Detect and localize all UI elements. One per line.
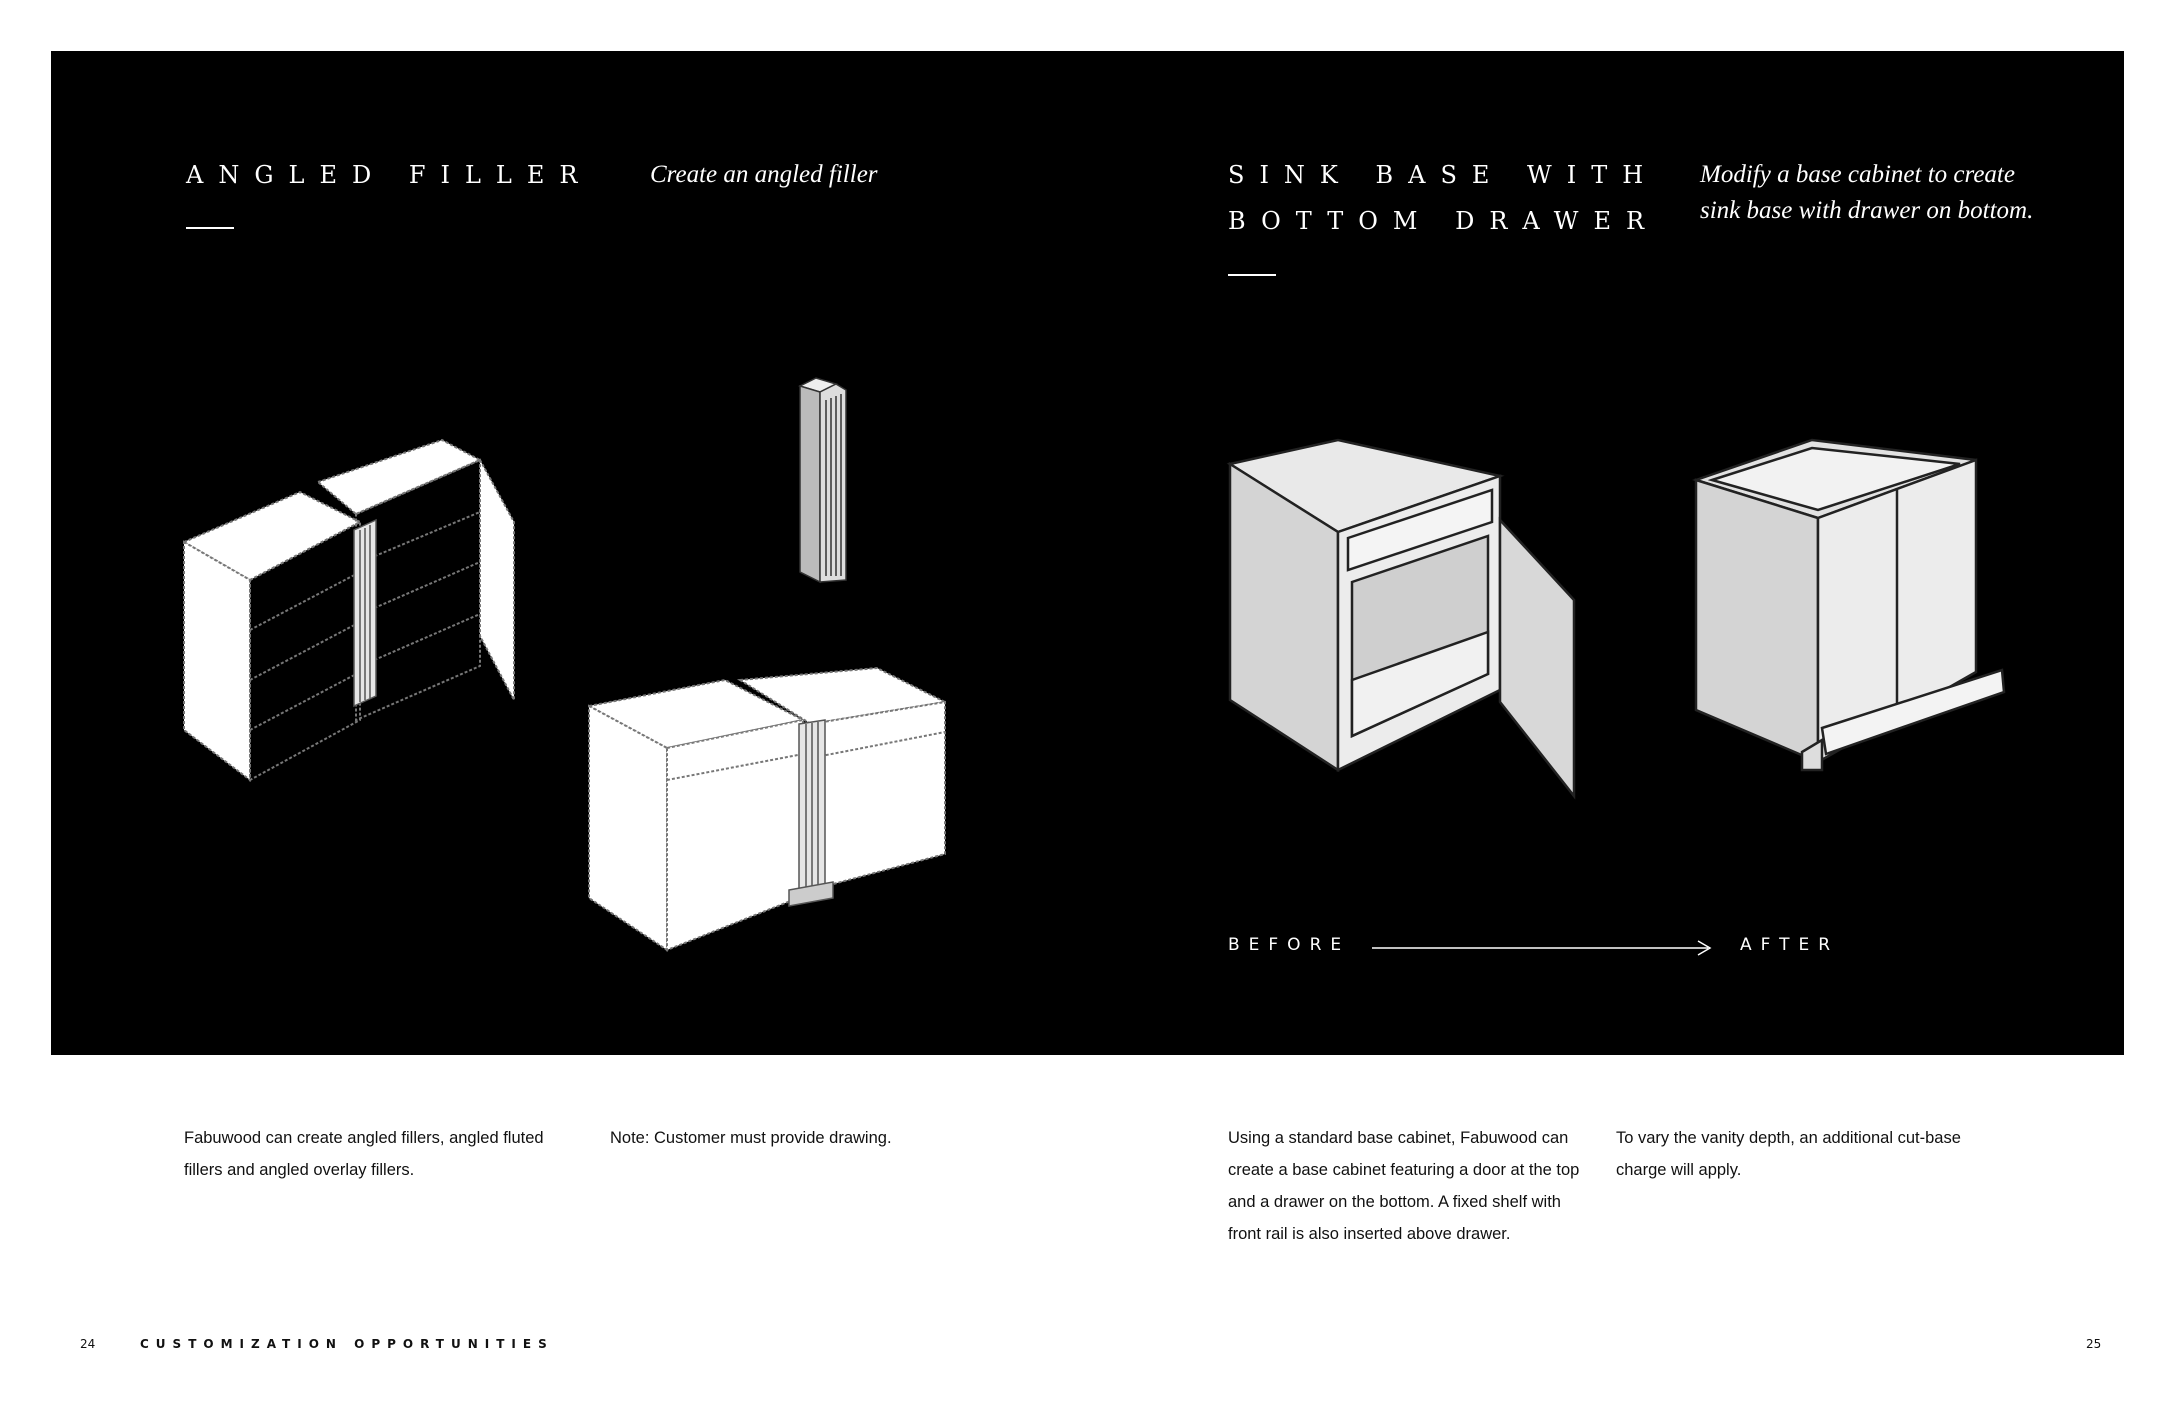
fluted-filler-illustration <box>790 376 860 586</box>
sink-base-note: To vary the vanity depth, an additional cut-base charge will apply. <box>1616 1129 1961 1179</box>
sink-base-title-line2: BOTTOM DRAWER <box>1228 207 1660 235</box>
arrow-right-icon <box>1370 938 1716 958</box>
angled-filler-description: Fabuwood can create angled fillers, angled fluted fillers and angled overlay fillers. <box>184 1129 544 1179</box>
wall-cabinet-angled-filler-illustration <box>180 430 520 790</box>
base-cabinet-angled-filler-illustration <box>585 668 955 958</box>
title-rule <box>186 227 234 229</box>
sink-base-description: Using a standard base cabinet, Fabuwood can create a base cabinet featuring a door at the top and a drawer on the bottom. A fixed shelf with front rail is also inserted above drawer. <box>1228 1129 1580 1243</box>
angled-filler-subtitle: Create an angled filler <box>650 161 878 188</box>
page-number-left: 24 <box>80 1337 96 1351</box>
before-label: BEFORE <box>1228 935 1351 955</box>
page-number-right: 25 <box>2086 1337 2102 1351</box>
sink-base-title-line1: SINK BASE WITH <box>1228 161 1659 189</box>
section-title: CUSTOMIZATION OPPORTUNITIES <box>140 1337 554 1351</box>
sink-base-after-illustration <box>1692 440 2012 780</box>
after-label: AFTER <box>1740 935 1840 955</box>
sink-base-before-illustration <box>1226 440 1586 800</box>
angled-filler-title: ANGLED FILLER <box>186 161 593 189</box>
sink-base-subtitle: Modify a base cabinet to create sink base with drawer on bottom. <box>1700 161 2034 224</box>
angled-filler-note: Note: Customer must provide drawing. <box>610 1129 892 1147</box>
title-rule <box>1228 274 1276 276</box>
